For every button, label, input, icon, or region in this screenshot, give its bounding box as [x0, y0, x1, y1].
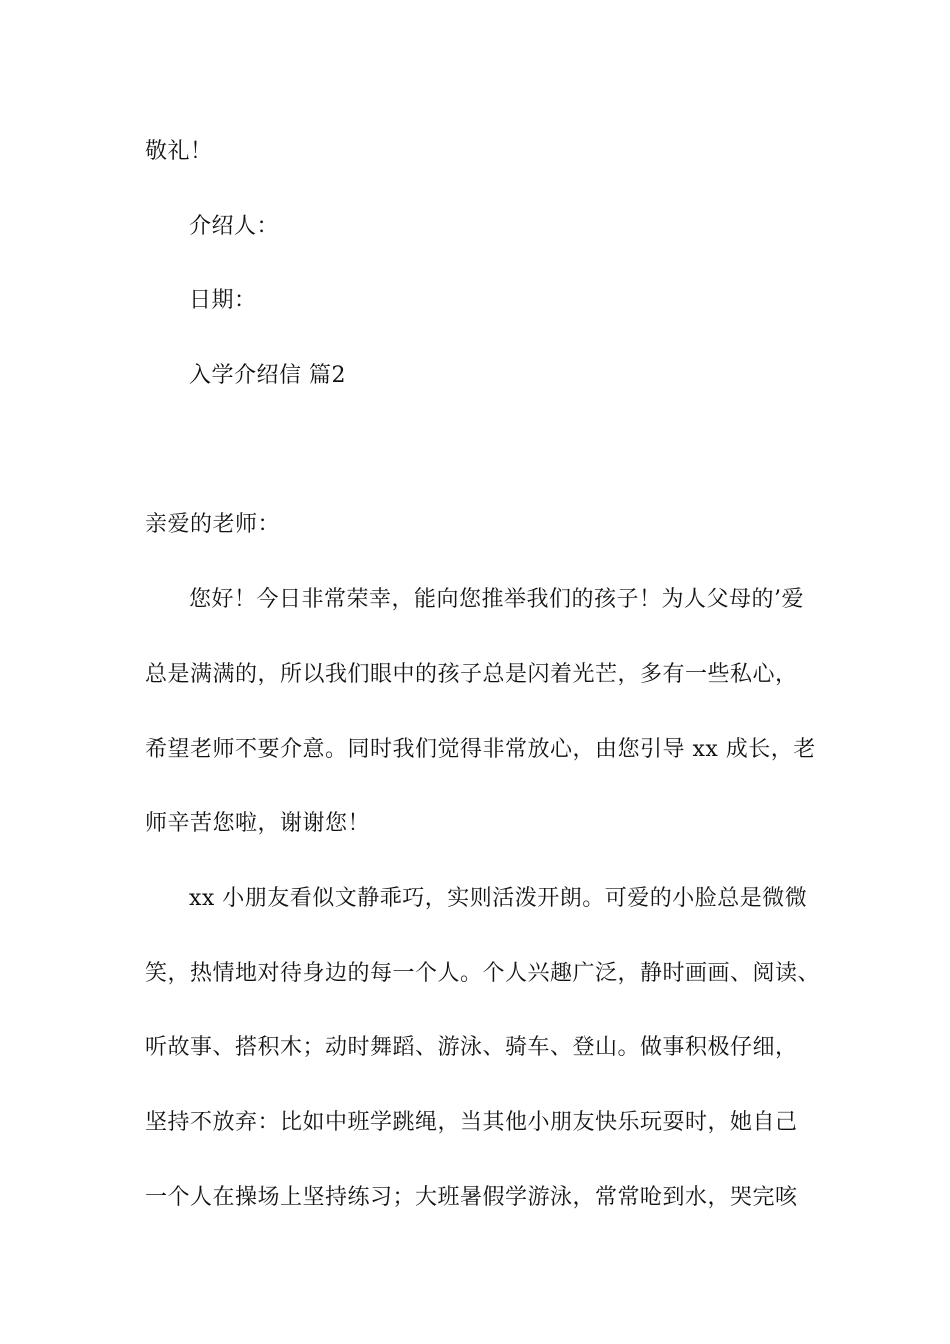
paragraph2-line: 一个人在操场上坚持练习；大班暑假学游泳，常常呛到水，哭完咳: [145, 1185, 798, 1210]
paragraph1-line: 您好！今日非常荣幸，能向您推举我们的孩子！为人父母的’爱: [189, 587, 804, 612]
paragraph2-line: xx 小朋友看似文静乖巧，实则活泼开朗。可爱的小脸总是微微: [189, 886, 808, 911]
salutation: 亲爱的老师：: [145, 512, 281, 537]
paragraph1-line: 希望老师不要介意。同时我们觉得非常放心，由您引导 xx 成长，老: [145, 737, 816, 762]
introducer-label: 介绍人：: [189, 214, 280, 239]
paragraph2-line: 坚持不放弃：比如中班学跳绳，当其他小朋友快乐玩耍时，她自己: [145, 1110, 798, 1135]
paragraph1-line: 师辛苦您啦，谢谢您！: [145, 811, 371, 836]
paragraph1-line: 总是满满的，所以我们眼中的孩子总是闪着光芒，多有一些私心，: [145, 662, 798, 687]
paragraph2-line: 听故事、搭积木；动时舞蹈、游泳、骑车、登山。做事积极仔细，: [145, 1035, 798, 1060]
date-label: 日期：: [189, 288, 257, 313]
section-title: 入学介绍信 篇2: [189, 363, 346, 388]
closing-line: 敬礼！: [145, 139, 213, 164]
paragraph2-line: 笑，热情地对待身边的每一个人。个人兴趣广泛，静时画画、阅读、: [145, 961, 821, 986]
